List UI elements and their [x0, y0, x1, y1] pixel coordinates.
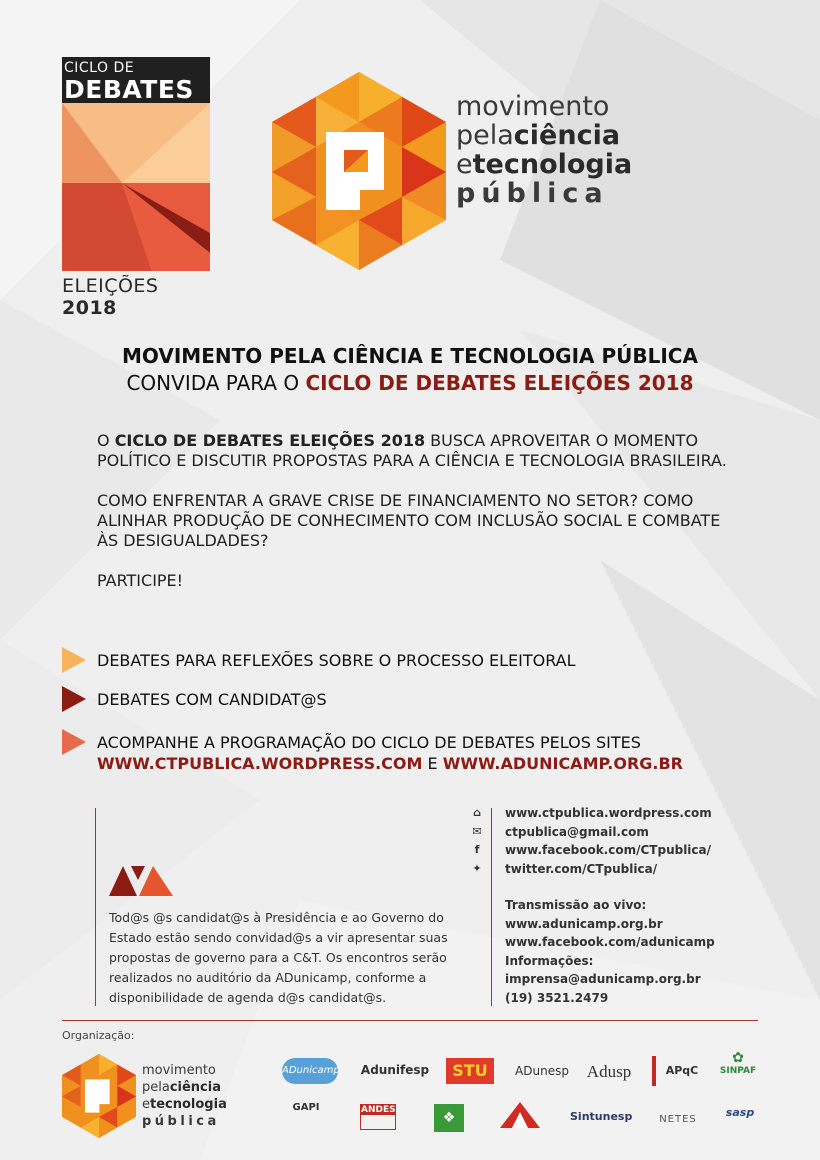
sasp-logo[interactable] — [722, 1106, 758, 1119]
left-divider — [95, 808, 96, 1006]
adunicamp-logo-text: ADunicamp — [282, 1065, 340, 1076]
small-logo-line3 — [142, 1096, 227, 1113]
adunifesp-logo-text: Adunifesp — [360, 1063, 430, 1077]
info-email[interactable]: imprensa@adunicamp.org.br — [505, 972, 701, 986]
badge-ciclo-text: CICLO DE — [64, 60, 135, 76]
contact-email[interactable]: ctpublica@gmail.com — [505, 824, 649, 839]
contact-twitter[interactable]: twitter.com/CTpublica/ — [505, 861, 658, 876]
home-icon: ⌂ — [473, 806, 481, 819]
site-link-ctpublica[interactable]: WWW.CTPUBLICA.WORDPRESS.COM — [97, 754, 423, 773]
logo-line3-b: tecnologia — [472, 149, 633, 180]
netes-logo[interactable] — [656, 1114, 700, 1125]
body-p1-b: CICLO DE DEBATES ELEIÇÕES 2018 — [114, 431, 426, 450]
badge-debates-text: DEBATES — [64, 75, 194, 104]
transmission-site1[interactable]: www.adunicamp.org.br — [505, 916, 663, 931]
small-logo-wordmark — [142, 1062, 227, 1130]
sinpaf-logo[interactable] — [718, 1050, 758, 1076]
headline-line2-b: CICLO DE DEBATES ELEIÇÕES 2018 — [305, 371, 694, 395]
andes-logo[interactable] — [360, 1104, 396, 1130]
gapi-logo[interactable] — [284, 1102, 328, 1113]
body-text — [97, 431, 737, 611]
badge-eleicoes — [62, 275, 210, 319]
sinpaf-logo-text: SINPAF — [719, 1066, 757, 1076]
transmission-info — [505, 896, 715, 1007]
headline — [0, 343, 820, 397]
hexagon-logo — [272, 72, 446, 270]
fna-logo[interactable] — [500, 1102, 540, 1128]
footer-divider — [62, 1020, 758, 1021]
info-phone: (19) 3521.2479 — [505, 990, 609, 1005]
bullet-3-line1: ACOMPANHE A PROGRAMAÇÃO DO CICLO DE DEBATES PELOS SITES — [97, 733, 641, 752]
logo-line3-a: e — [456, 149, 473, 180]
headline-line1: MOVIMENTO PELA CIÊNCIA E TECNOLOGIA PÚBLICA — [122, 344, 698, 368]
logo-wordmark — [456, 92, 632, 208]
logo-line2-b: ciência — [513, 120, 621, 151]
badge-header — [62, 57, 210, 103]
triangle-bullet-icon — [62, 686, 86, 712]
body-paragraph-3: PARTICIPE! — [97, 571, 184, 590]
sintunesp-logo[interactable] — [570, 1110, 633, 1123]
contact-row[interactable] — [470, 823, 770, 842]
body-p1-c: BUSCA APROVEITAR O MOMENTO POLÍTICO E DISCUTIR PROPOSTAS PARA A CIÊNCIA E TECNOLOGIA BRASILEIRA. — [97, 431, 727, 470]
invitation-note: Tod@s @s candidat@s à Presidência e ao Governo do Estado estão sendo convidad@s a vir apresentar suas propostas de governo para a C&T. Os encontros serão realizados no auditório da ADunicamp, conforme a disponibilidade de agenda d@s candidat@s. — [109, 910, 448, 1005]
bullet-1-text: DEBATES PARA REFLEXÕES SOBRE O PROCESSO ELEITORAL — [97, 651, 576, 670]
transmission-site2[interactable]: www.facebook.com/adunicamp — [505, 935, 715, 949]
badge-art — [62, 103, 210, 271]
transmission-title: Transmissão ao vivo: — [505, 898, 647, 912]
stu-logo-text: STU — [452, 1061, 488, 1080]
triangle-bullet-icon — [62, 647, 86, 673]
logo-line2-a: pela — [456, 120, 514, 151]
apqc-logo-text: APqC — [665, 1064, 699, 1077]
badge-eleicoes-word: ELEIÇÕES — [62, 275, 159, 297]
bullet-3-text — [97, 732, 683, 774]
organization-label: Organização: — [62, 1029, 135, 1042]
headline-line2 — [0, 370, 820, 397]
logo-line2 — [456, 121, 632, 150]
contact-list — [470, 804, 770, 878]
small-logo-line1: movimento — [142, 1063, 216, 1078]
contact-row[interactable] — [470, 804, 770, 823]
info-title: Informações: — [505, 953, 594, 968]
triangle-bullet-icon — [62, 729, 86, 755]
site-link-adunicamp[interactable]: WWW.ADUNICAMP.ORG.BR — [442, 754, 683, 773]
contact-row[interactable] — [470, 860, 770, 879]
logo-line1: movimento — [456, 91, 610, 122]
stu-logo[interactable] — [446, 1058, 494, 1084]
contact-row[interactable] — [470, 841, 770, 860]
bullet-2-text: DEBATES COM CANDIDAT@S — [97, 690, 327, 709]
sinpaf-leaf-icon: ✿ — [732, 1050, 744, 1066]
facebook-icon: f — [474, 843, 480, 856]
bullet-3-and: E — [422, 754, 443, 773]
sasp-logo-text: sasp — [725, 1106, 755, 1119]
ciclo-debates-badge — [62, 57, 210, 319]
email-icon: ✉ — [472, 824, 482, 838]
small-logo-line4: pública — [142, 1114, 220, 1129]
logo-line3 — [456, 150, 632, 179]
small-logo-line3-a: e — [142, 1097, 150, 1112]
body-paragraph-2: COMO ENFRENTAR A GRAVE CRISE DE FINANCIAMENTO NO SETOR? COMO ALINHAR PRODUÇÃO DE CONHECIMENTO COM INCLUSÃO SOCIAL E COMBATE ÀS DESIGUALDADES? — [97, 491, 721, 550]
small-logo-line2-b: ciência — [169, 1080, 221, 1095]
adunicamp-mark-icon — [109, 866, 173, 896]
badge-eleicoes-year: 2018 — [62, 297, 117, 319]
adunesp-logo-text: ADunesp — [515, 1064, 569, 1078]
sintec-leaf-icon: ❖ — [442, 1110, 456, 1126]
apqc-logo[interactable] — [652, 1056, 708, 1086]
body-p1-a: O — [97, 431, 115, 450]
netes-logo-text: NETES — [659, 1114, 697, 1125]
adunesp-logo[interactable] — [514, 1064, 570, 1078]
small-logo-line2 — [142, 1079, 227, 1096]
adunifesp-logo[interactable] — [360, 1063, 430, 1077]
adusp-logo-text: Adusp — [586, 1062, 632, 1081]
bullet-3 — [62, 729, 762, 779]
small-logo-line3-b: tecnologia — [150, 1097, 227, 1112]
small-hexagon-logo — [62, 1053, 136, 1139]
headline-line2-a: CONVIDA PARA O — [126, 371, 306, 395]
contact-facebook[interactable]: www.facebook.com/CTpublica/ — [505, 843, 712, 857]
fna-triangle-icon — [500, 1102, 540, 1128]
twitter-icon: ✦ — [472, 861, 482, 875]
sintec-logo[interactable] — [434, 1104, 464, 1132]
contact-website[interactable]: www.ctpublica.wordpress.com — [505, 806, 712, 820]
small-logo-line2-a: pela — [142, 1080, 170, 1095]
logo-line4: pública — [456, 178, 609, 209]
adunicamp-logo[interactable] — [282, 1058, 338, 1084]
andes-logo-text: ANDES — [361, 1105, 396, 1115]
body-paragraph-1 — [97, 431, 737, 471]
gapi-logo-text: GAPI — [292, 1102, 320, 1113]
adusp-logo[interactable] — [584, 1062, 634, 1082]
sintunesp-logo-text: Sintunesp — [570, 1110, 633, 1123]
